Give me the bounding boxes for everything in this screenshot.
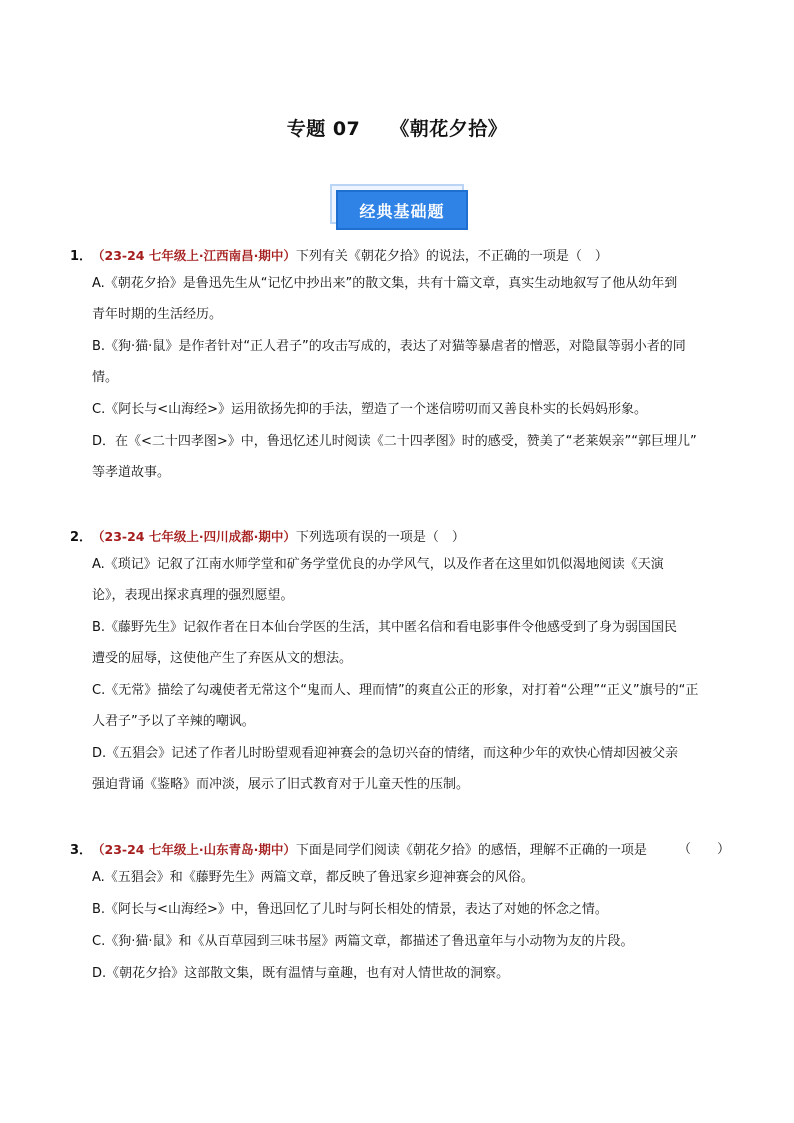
question-number: 2． (70, 530, 93, 545)
question-source: （23-24 七年级上·山东青岛·期中） (92, 842, 296, 857)
topic-number: 专题 07 (286, 118, 361, 140)
option-a (92, 549, 730, 611)
question-stem (70, 527, 730, 548)
option-line: 论》，表现出探求真理的强烈愿望。 (92, 588, 294, 603)
answer-blank: （ ） (677, 842, 730, 857)
banner-label: 经典基础题 (336, 190, 468, 230)
option-line: C.《阿长与<山海经>》运用欲扬先抑的手法，塑造了一个迷信唠叨而又善良朴实的长妈妈形象。 (92, 402, 647, 417)
option-line: A.《琐记》记叙了江南水师学堂和矿务学堂优良的办学风气，以及作者在这里如饥似渴地阅读《天演 (92, 557, 664, 572)
question-number: 1． (70, 249, 93, 264)
question-3 (70, 840, 730, 989)
question-text: 下面是同学们阅读《朝花夕拾》的感悟，理解不正确的一项是 (295, 843, 647, 858)
option-line: B.《阿长与<山海经>》中，鲁迅回忆了儿时与阿长相处的情景，表达了对她的怀念之情。 (92, 902, 608, 917)
option-line: A.《朝花夕拾》是鲁迅先生从“记忆中抄出来”的散文集，共有十篇文章，真实生动地叙写了他从幼年到 (92, 276, 678, 291)
option-line: A.《五猖会》和《藤野先生》两篇文章，都反映了鲁迅家乡迎神赛会的风俗。 (92, 870, 534, 885)
page-title (0, 114, 794, 141)
option-d (92, 738, 730, 800)
option-line: C.《狗·猫·鼠》和《从百草园到三味书屋》两篇文章，都描述了鲁迅童年与小动物为友的片段。 (92, 934, 634, 949)
option-line: 人君子”予以了辛辣的嘲讽。 (92, 714, 255, 729)
option-list (92, 268, 730, 488)
option-list (92, 862, 730, 989)
option-a (92, 862, 730, 893)
question-2 (70, 527, 730, 800)
topic-name: 《朝花夕拾》 (390, 118, 508, 140)
question-stem (70, 246, 730, 267)
option-line: C.《无常》描绘了勾魂使者无常这个“鬼而人、理而情”的爽直公正的形象，对打着“公理”“正义”旗号的“正 (92, 683, 699, 698)
option-c (92, 926, 730, 957)
section-banner (330, 184, 468, 230)
option-line: 等孝道故事。 (92, 465, 171, 480)
option-b (92, 894, 730, 925)
option-a (92, 268, 730, 330)
option-b (92, 612, 730, 674)
question-source: （23-24 七年级上·江西南昌·期中） (92, 248, 296, 263)
option-line: 情。 (92, 370, 119, 385)
option-c (92, 394, 730, 425)
question-text: 下列选项有误的一项是（ ） (295, 530, 465, 545)
question-stem (70, 840, 730, 861)
question-number: 3． (70, 843, 93, 858)
option-d (92, 426, 730, 488)
option-d (92, 958, 730, 989)
option-line: 青年时期的生活经历。 (92, 307, 223, 322)
option-line: D.《朝花夕拾》这部散文集，既有温情与童趣，也有对人情世故的洞察。 (92, 966, 510, 981)
question-text: 下列有关《朝花夕拾》的说法，不正确的一项是（ ） (295, 249, 608, 264)
option-line: 强迫背诵《鉴略》而冲淡，展示了旧式教育对于儿童天性的压制。 (92, 777, 470, 792)
option-c (92, 675, 730, 737)
question-1 (70, 246, 730, 488)
option-line: B.《狗·猫·鼠》是作者针对“正人君子”的攻击写成的，表达了对猫等暴虐者的憎恶，对隐鼠等弱小者的同 (92, 339, 686, 354)
option-list (92, 549, 730, 800)
question-source: （23-24 七年级上·四川成都·期中） (92, 529, 296, 544)
option-b (92, 331, 730, 393)
option-line: D．在《<二十四孝图>》中，鲁迅忆述儿时阅读《二十四孝图》时的感受，赞美了“老莱娱亲”“郭巨埋儿” (92, 434, 697, 449)
option-line: D.《五猖会》记述了作者儿时盼望观看迎神赛会的急切兴奋的情绪，而这种少年的欢快心情却因被父亲 (92, 746, 679, 761)
option-line: 遭受的屈辱，这使他产生了弃医从文的想法。 (92, 651, 353, 666)
option-line: B.《藤野先生》记叙作者在日本仙台学医的生活，其中匿名信和看电影事件令他感受到了身为弱国国民 (92, 620, 678, 635)
